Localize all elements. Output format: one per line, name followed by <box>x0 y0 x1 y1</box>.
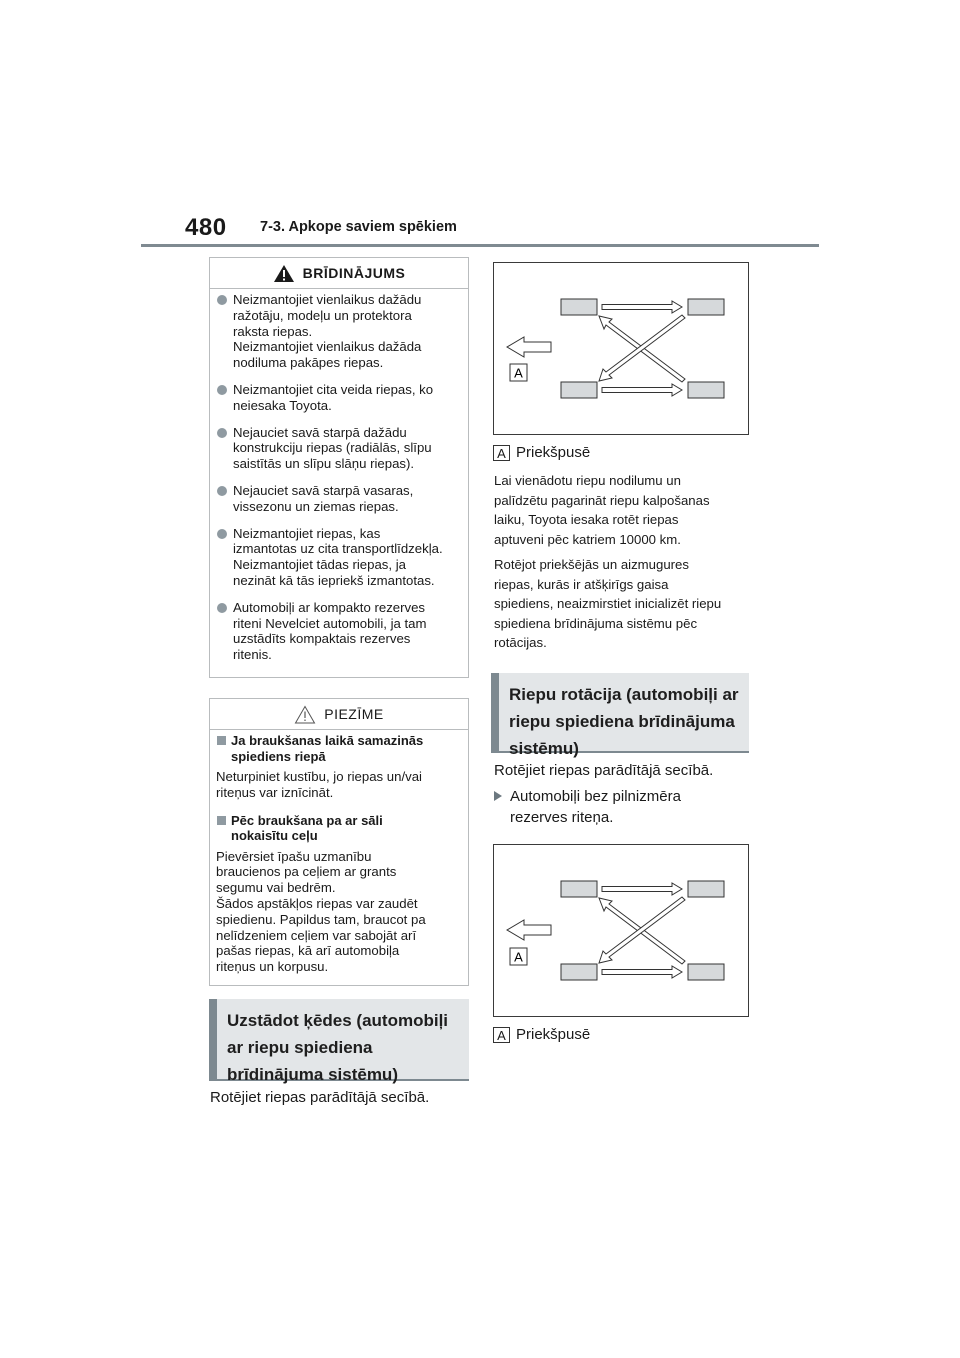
label-a: A <box>514 365 523 381</box>
label-a-marker: A <box>493 1027 510 1043</box>
label-a: A <box>514 949 523 965</box>
tire-front-left <box>561 881 597 897</box>
front-direction-arrow <box>507 337 551 357</box>
tire-front-right <box>688 881 724 897</box>
paragraph-rotation-info: Lai vienādotu riepu nodilumu un palīdzētu pagarināt riepu kalpošanas laiku, Toyota iesaka rotēt riepas aptuveni pēc katriem 10000 km. <box>494 473 710 547</box>
caption-text: Priekšpusē <box>516 1026 591 1043</box>
rotation-arrow <box>602 301 682 313</box>
chains-heading: Uzstādot ķēdes (automobiļi ar riepu spiediena brīdinājuma sistēmu) <box>209 999 469 1081</box>
caution-outline-icon <box>294 705 316 724</box>
rotation-heading: Riepu rotācija (automobiļi ar riepu spiediena brīdinājuma sistēmu) <box>491 673 749 753</box>
warning-item: Neizmantojiet vienlaikus dažādu ražotāju, modeļu un protektora raksta riepas. Neizmantojiet vienlaikus dažāda nodiluma pakāpes riepas. <box>216 292 460 371</box>
warning-box <box>209 257 469 678</box>
warning-item: Neizmantojiet riepas, kas izmantotas uz cita transportlīdzekļa. Neizmantojiet tādas riepas, ja nezināt kā tās iepriekš izmantotas. <box>216 526 460 589</box>
tire-rear-left <box>561 382 597 398</box>
rotation-arrow <box>602 883 682 895</box>
warning-item: Automobiļi ar kompakto rezerves riteni Nevelciet automobili, ja tam uzstādīts kompaktais rezerves ritenis. <box>216 600 460 663</box>
rotation-diagram-svg <box>494 263 748 434</box>
tire-rear-right <box>688 964 724 980</box>
note-box <box>209 698 469 986</box>
rotation-arrow <box>602 966 682 978</box>
warning-title: BRĪDINĀJUMS <box>302 265 406 281</box>
rotation-diagram-1 <box>493 262 749 435</box>
tire-front-right <box>688 299 724 315</box>
note-title: PIEZĪME <box>324 706 384 722</box>
tire-rear-right <box>688 382 724 398</box>
paragraph-initialize: Rotējot priekšējās un aizmugures riepas, kurās ir atšķirīgs gaisa spiediens, neaizmirstiet inicializēt riepu spiediena brīdinājuma sistēmu pēc rotācijas. <box>494 557 722 650</box>
warning-header <box>210 258 468 289</box>
figure-2-caption <box>493 1026 590 1043</box>
rotation-diagram-svg <box>494 845 748 1016</box>
note-text: Neturpiniet kustību, jo riepas un/vai riteņus var iznīcināt. <box>216 769 422 800</box>
rotation-diagram-2 <box>493 844 749 1017</box>
vehicle-condition-item: Automobiļi bez pilnizmēra rezerves riteņa. <box>494 786 765 828</box>
warning-triangle-icon <box>273 264 295 283</box>
rotation-arrow <box>602 384 682 396</box>
note-subheading: Pēc braukšana pa ar sāli nokaisītu ceļu <box>216 813 460 844</box>
header-divider <box>141 244 819 247</box>
page-number: 480 <box>185 214 227 241</box>
warning-item: Nejauciet savā starpā dažādu konstrukciju riepas (radiālās, slīpu saistītās un slīpu slāņu riepas). <box>216 425 460 472</box>
rotation-instruction: Rotējiet riepas parādītājā secībā. <box>494 762 714 779</box>
label-a-marker: A <box>493 445 510 461</box>
chains-instruction: Rotējiet riepas parādītājā secībā. <box>210 1089 430 1106</box>
warning-list <box>210 292 468 674</box>
caption-text: Priekšpusē <box>516 444 591 461</box>
front-direction-arrow <box>507 920 551 940</box>
note-content <box>216 733 460 987</box>
warning-item: Nejauciet savā starpā vasaras, vissezonu un ziemas riepas. <box>216 483 460 515</box>
section-title: 7-3. Apkope saviem spēkiem <box>260 219 457 235</box>
tire-front-left <box>561 299 597 315</box>
note-subheading: Ja braukšanas laikā samazinās spiediens riepā <box>216 733 460 764</box>
note-text: Pievērsiet īpašu uzmanību braucienos pa ceļiem ar grants segumu vai bedrēm. Šādos apstākļos riepas var zaudēt spiedienu. Papildus tam, braucot pa nelīdzeniem ceļiem var sabojāt arī pašas riepas, kā arī automobiļa riteņus un korpusu. <box>216 848 426 975</box>
tire-rear-left <box>561 964 597 980</box>
figure-1-caption <box>493 444 590 461</box>
note-header <box>210 699 468 730</box>
warning-item: Neizmantojiet cita veida riepas, ko neiesaka Toyota. <box>216 382 460 414</box>
